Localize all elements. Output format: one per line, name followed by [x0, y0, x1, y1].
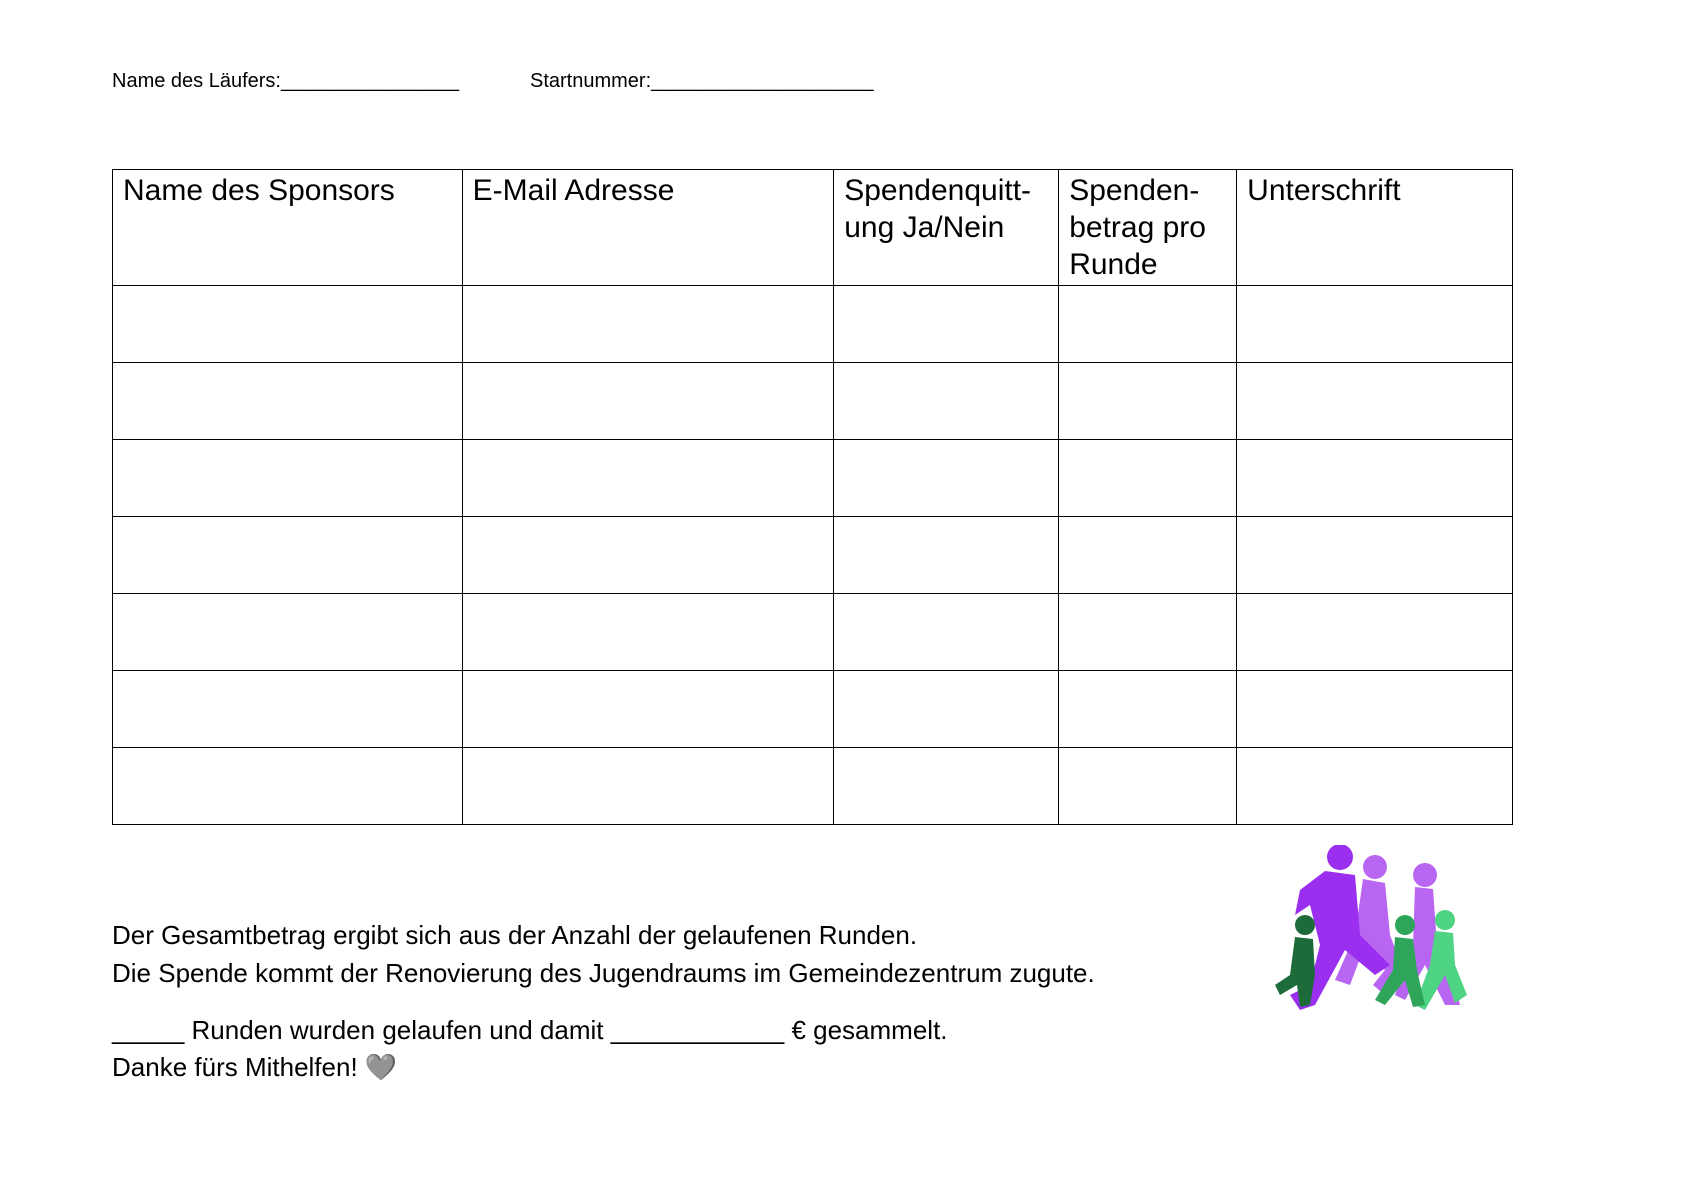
table-cell[interactable] — [113, 671, 463, 748]
table-cell[interactable] — [1059, 440, 1237, 517]
table-cell[interactable] — [462, 517, 834, 594]
table-cell[interactable] — [1237, 748, 1513, 825]
thanks-line — [112, 1052, 397, 1083]
table-row — [113, 748, 1513, 825]
table-cell[interactable] — [1059, 594, 1237, 671]
col-email: E-Mail Adresse — [462, 170, 834, 286]
col-signature: Unterschrift — [1237, 170, 1513, 286]
donation-note: Die Spende kommt der Renovierung des Jugendraums im Gemeindezentrum zugute. — [112, 958, 1095, 988]
sponsor-table — [112, 169, 1513, 825]
table-cell[interactable] — [834, 594, 1059, 671]
table-cell[interactable] — [1237, 671, 1513, 748]
table-cell[interactable] — [1059, 671, 1237, 748]
table-cell[interactable] — [1059, 748, 1237, 825]
table-cell[interactable] — [462, 748, 834, 825]
table-row — [113, 286, 1513, 363]
table-cell[interactable] — [113, 440, 463, 517]
table-cell[interactable] — [1237, 286, 1513, 363]
col-receipt: Spendenquitt-ung Ja/Nein — [834, 170, 1059, 286]
table-cell[interactable] — [462, 286, 834, 363]
table-cell[interactable] — [1237, 594, 1513, 671]
table-cell[interactable] — [1059, 517, 1237, 594]
runners-illustration — [1255, 845, 1495, 1045]
table-cell[interactable] — [834, 671, 1059, 748]
table-cell[interactable] — [834, 286, 1059, 363]
table-row — [113, 363, 1513, 440]
table-cell[interactable] — [113, 517, 463, 594]
table-cell[interactable] — [834, 363, 1059, 440]
table-cell[interactable] — [462, 671, 834, 748]
table-row — [113, 671, 1513, 748]
table-cell[interactable] — [1059, 363, 1237, 440]
table-cell[interactable] — [1059, 286, 1237, 363]
table-cell[interactable] — [462, 594, 834, 671]
total-note: Der Gesamtbetrag ergibt sich aus der Anzahl der gelaufenen Runden. — [112, 920, 918, 950]
table-row — [113, 517, 1513, 594]
thanks-text: Danke fürs Mithelfen! — [112, 1052, 365, 1082]
table-header-row — [113, 170, 1513, 286]
table-cell[interactable] — [834, 440, 1059, 517]
table-row — [113, 440, 1513, 517]
runner-name-field[interactable]: Name des Läufers:________________ — [112, 70, 459, 92]
table-cell[interactable] — [1237, 517, 1513, 594]
laps-summary[interactable]: _____ Runden wurden gelaufen und damit ____________ € gesammelt. — [112, 1015, 948, 1045]
table-cell[interactable] — [113, 286, 463, 363]
col-sponsor-name: Name des Sponsors — [113, 170, 463, 286]
table-cell[interactable] — [834, 748, 1059, 825]
table-cell[interactable] — [1237, 363, 1513, 440]
table-row — [113, 594, 1513, 671]
start-number-field[interactable]: Startnummer:____________________ — [530, 70, 874, 92]
table-cell[interactable] — [462, 363, 834, 440]
table-cell[interactable] — [1237, 440, 1513, 517]
table-cell[interactable] — [462, 440, 834, 517]
table-cell[interactable] — [113, 363, 463, 440]
col-amount: Spenden-betrag pro Runde — [1059, 170, 1237, 286]
table-cell[interactable] — [834, 517, 1059, 594]
table-cell[interactable] — [113, 594, 463, 671]
heart-icon: 🩶 — [364, 1052, 398, 1082]
table-cell[interactable] — [113, 748, 463, 825]
